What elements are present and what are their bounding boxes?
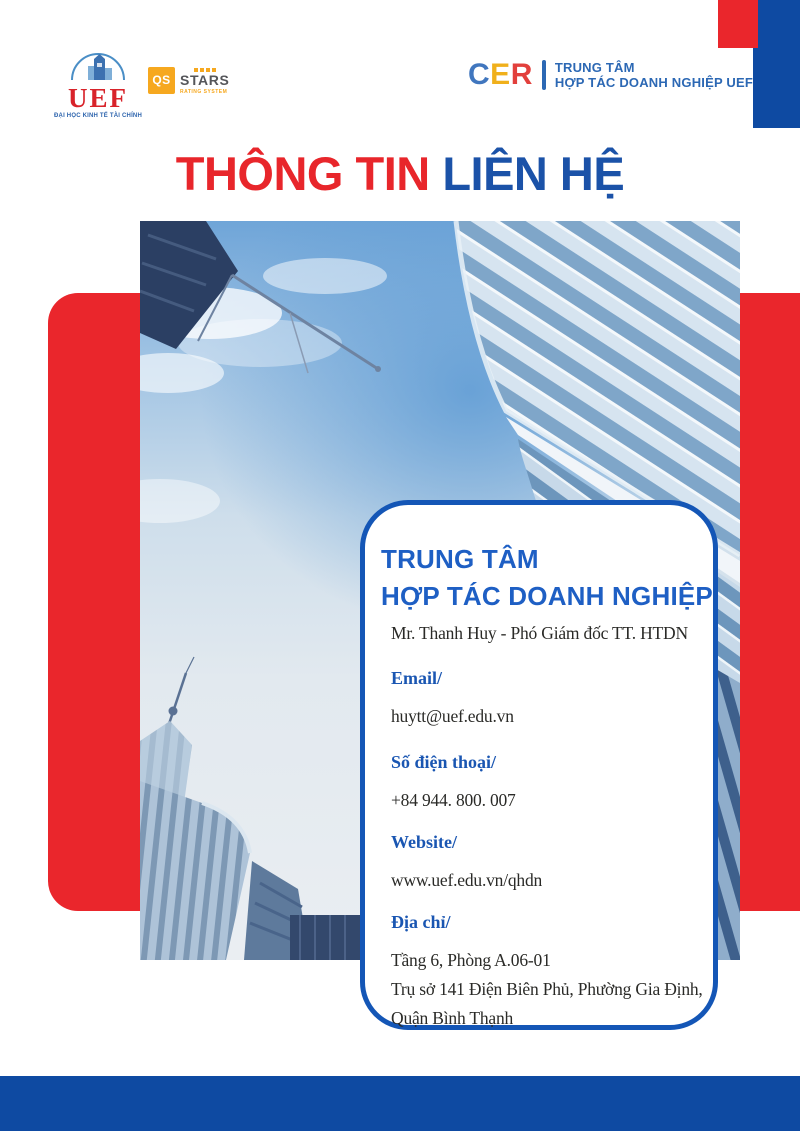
address-line1: Tầng 6, Phòng A.06-01 xyxy=(391,950,551,970)
qs-stars-logo xyxy=(148,67,229,95)
uef-arch-icon xyxy=(70,50,126,80)
cer-subtitle-line1: TRUNG TÂM xyxy=(554,60,635,75)
qs-rating-system-label: RATING SYSTEM xyxy=(180,89,228,95)
card-heading-line2: HỢP TÁC DOANH NGHIỆP xyxy=(381,581,713,611)
cer-wordmark xyxy=(468,60,533,90)
cer-letter-r: R xyxy=(510,58,533,91)
cer-divider xyxy=(542,60,546,90)
qs-box-icon: QS xyxy=(148,67,175,94)
email-label: Email/ xyxy=(391,668,443,688)
address-line2: Trụ sở 141 Điện Biên Phủ, Phường Gia Định, xyxy=(391,979,703,999)
cer-logo xyxy=(468,60,753,90)
phone-label: Số điện thoại/ xyxy=(391,752,497,772)
cer-letter-e: E xyxy=(490,58,511,91)
address-line3: Quận Bình Thạnh xyxy=(391,1008,514,1028)
cer-subtitle-line2: HỢP TÁC DOANH NGHIỆP UEF xyxy=(554,75,754,90)
card-heading xyxy=(381,541,713,615)
cer-letter-c: C xyxy=(468,58,491,91)
contact-person: Mr. Thanh Huy - Phó Giám đốc TT. HTDN xyxy=(391,623,688,643)
address-value xyxy=(391,946,703,1033)
uef-logo-text: UEF xyxy=(68,83,128,113)
qs-stars-label: STARS xyxy=(180,72,230,88)
top-right-red-rect xyxy=(718,0,758,48)
page-title-blue: LIÊN HỆ xyxy=(442,147,625,200)
uef-logo-tagline: ĐẠI HỌC KINH TẾ TÀI CHÍNH xyxy=(54,113,142,119)
page-title xyxy=(0,146,800,201)
email-value: huytt@uef.edu.vn xyxy=(391,706,514,726)
card-heading-line1: TRUNG TÂM xyxy=(381,544,539,574)
uef-logo xyxy=(54,50,142,119)
bottom-blue-band xyxy=(0,1076,800,1131)
website-label: Website/ xyxy=(391,832,457,852)
address-label: Địa chỉ/ xyxy=(391,912,451,932)
cer-subtitle xyxy=(555,60,753,90)
phone-value: +84 944. 800. 007 xyxy=(391,790,516,810)
page-title-red: THÔNG TIN xyxy=(175,147,430,200)
top-right-blue-rect xyxy=(753,0,800,128)
website-value: www.uef.edu.vn/qhdn xyxy=(391,870,543,890)
contact-card xyxy=(360,500,718,1030)
